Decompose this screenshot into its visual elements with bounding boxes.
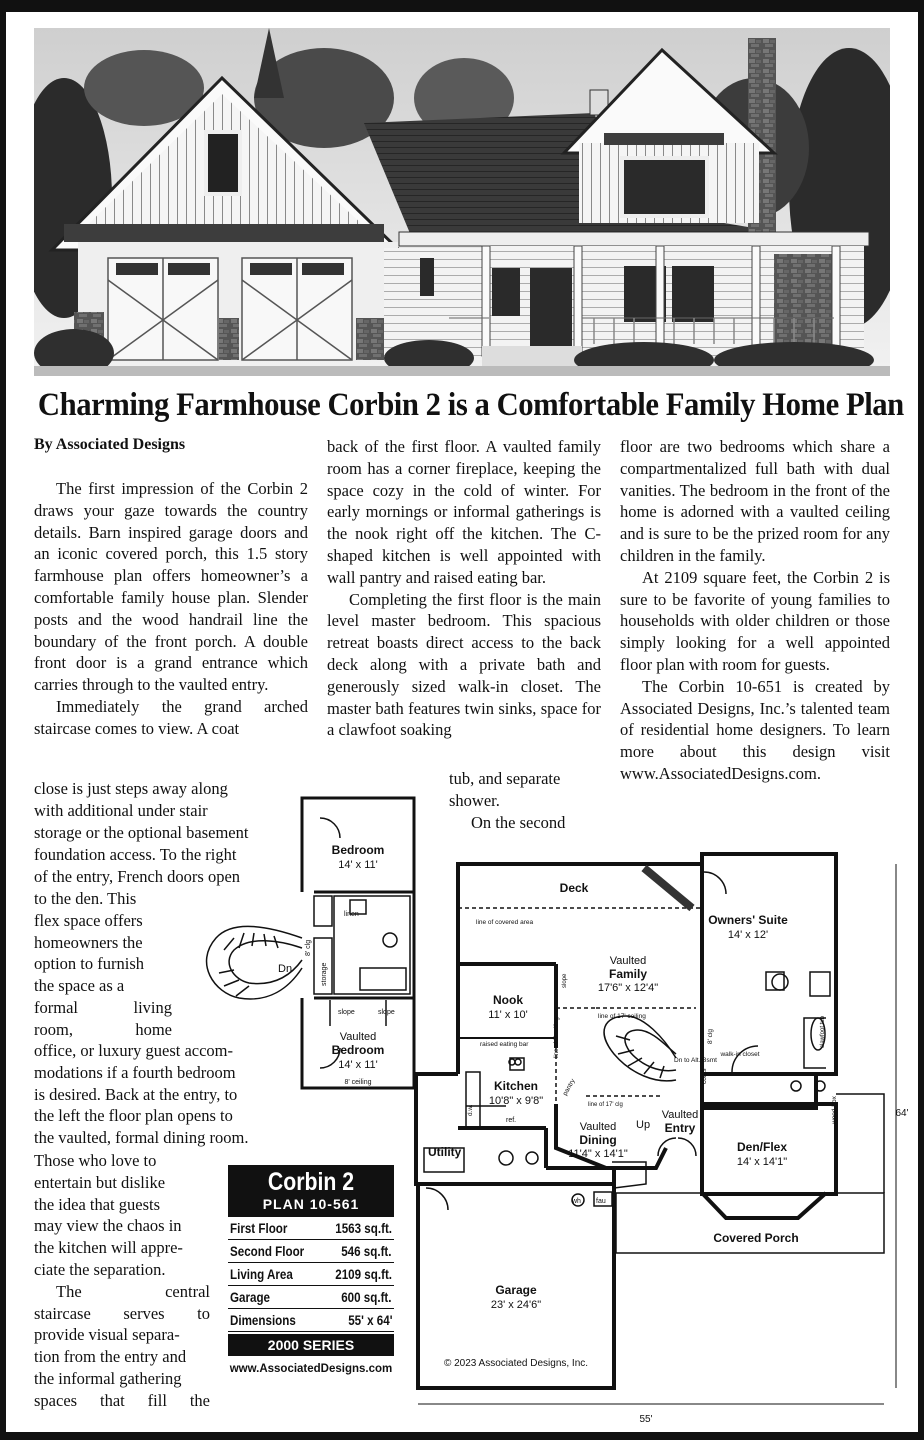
walk-in-closet-label: walk-in closet: [720, 1051, 760, 1058]
website-link[interactable]: www.AssociatedDesigns.com: [229, 1363, 393, 1375]
text-line: option to furnish: [34, 954, 144, 974]
article-column-2-wrap: [449, 768, 601, 833]
text-line: homeowners the: [34, 932, 143, 952]
main-floor-plan: [406, 848, 910, 1426]
spec-label: Garage: [230, 1290, 271, 1305]
covered-line-note: line of covered area: [476, 919, 534, 926]
linen-label: linen: [344, 911, 359, 918]
nook-label: Nook: [493, 993, 523, 1007]
text-line: of the entry, French doors open: [34, 866, 241, 886]
text-line: staircase serves to: [34, 1303, 210, 1323]
text-line: the space as a: [34, 976, 125, 996]
plan-number: PLAN 10-561: [262, 1196, 360, 1212]
deck-label: Deck: [559, 881, 589, 895]
dining-label: Dining: [579, 1133, 617, 1147]
raised-bar-note: raised eating bar: [480, 1041, 529, 1048]
text-line: the idea that guests: [34, 1194, 161, 1214]
basement-stair-note: Dn to Alt. Bsmt: [674, 1057, 717, 1064]
paragraph: Immediately the grand arched staircase comes to view. A coat: [34, 696, 308, 738]
copyright-notice: © 2023 Associated Designs, Inc.: [443, 1358, 589, 1369]
slope-label: slope: [562, 973, 568, 988]
garage-label: Garage: [495, 1283, 537, 1297]
spec-value: 2109 sq.ft.: [335, 1267, 392, 1282]
ceiling-line-note: line of 8' ceiling: [554, 1017, 560, 1058]
ceiling-note: 8' clg: [305, 939, 312, 956]
spec-label: Living Area: [230, 1267, 293, 1282]
vaulted-label: Vaulted: [661, 1109, 699, 1121]
text-line: provide visual separa-: [34, 1325, 180, 1345]
text-line: flex space offers: [34, 910, 143, 930]
text-line: Those who love to: [34, 1151, 157, 1170]
text-line: to the den. This: [34, 889, 137, 908]
plan-spec-box: [228, 1165, 394, 1375]
spec-value: 1563 sq.ft.: [335, 1221, 392, 1236]
spec-row: [228, 1263, 394, 1286]
slope-label: slope: [338, 1009, 355, 1016]
paragraph: back of the first floor. A vaulted family room has a corner fireplace, keeping the space cozy in the cold of winter. For early mornings or informal gatherings is the nook right off the kitchen. The C-shaped kitchen is well appointed with wall pantry and raised eating bar.: [327, 437, 601, 587]
spec-row: [228, 1286, 394, 1309]
article-column-3: [620, 436, 890, 785]
spec-row: [228, 1217, 394, 1240]
text-line: is desired. Back at the entry, to: [34, 1084, 238, 1104]
headline: Charming Farmhouse Corbin 2 is a Comfortable Family Home Plan: [37, 387, 904, 423]
spec-label: Second Floor: [230, 1244, 305, 1259]
dishwasher-label: d.w.: [467, 1104, 474, 1116]
article-column-1-narrow: [34, 888, 172, 1041]
text-line: On the second: [471, 812, 566, 832]
second-floor-plan: [194, 788, 424, 1108]
owners-suite-size: 14' x 12': [727, 929, 769, 941]
nook-size: 11' x 10': [488, 1009, 528, 1021]
spec-row: [228, 1309, 394, 1332]
spec-row: [228, 1240, 394, 1263]
paragraph: At 2109 square feet, the Corbin 2 is sure to be favorite of young families to households with older children or those simply looking for a well appointed floor plan with room for guests.: [620, 567, 890, 674]
slope-label: slope: [378, 1009, 395, 1016]
coats-label: coats: [701, 1068, 708, 1084]
text-line: may view the chaos in: [34, 1216, 182, 1236]
bedroom-label: Bedroom: [331, 843, 385, 857]
stair-up-label: Up: [636, 1119, 651, 1131]
article-column-1: [34, 478, 308, 740]
text-line: tub, and separate: [449, 769, 561, 788]
vaulted-label: Vaulted: [339, 1031, 377, 1043]
text-line: the left the floor plan opens to: [34, 1106, 233, 1126]
text-line: close is just steps away along: [34, 779, 228, 798]
clawfoot-tub-label: clawfoot tub: [820, 1015, 826, 1048]
spec-value: 600 sq.ft.: [341, 1290, 392, 1305]
spec-value: 55' x 64': [347, 1313, 392, 1328]
text-line: modations if a fourth bedroom: [34, 1062, 236, 1082]
ceiling-line-note: line of 17' clg: [588, 1102, 623, 1108]
paragraph: The Corbin 10-651 is created by Associated Designs, Inc.’s talented team of residential home designers. To learn more about this design visit www.AssociatedDesigns.com.: [620, 676, 890, 783]
text-line: spaces that fill the: [34, 1390, 210, 1410]
plan-name: Corbin 2: [267, 1168, 355, 1196]
pantry-label: pantry: [561, 1077, 577, 1097]
den-label: Den/Flex: [736, 1140, 788, 1154]
spec-label: Dimensions: [230, 1313, 296, 1328]
utility-label: Utility: [428, 1145, 462, 1159]
text-line: formal living: [34, 997, 172, 1017]
text-line: with additional under stair: [34, 800, 208, 820]
water-heater-label: wh: [572, 1198, 581, 1205]
family-label: Family: [608, 967, 648, 981]
stair-down-label: Dn: [278, 963, 293, 975]
text-line: storage or the optional basement: [34, 823, 249, 842]
text-line: foundation access. To the right: [34, 844, 237, 864]
ref-label: ref.: [506, 1117, 517, 1124]
storage-label: storage: [321, 962, 328, 986]
paragraph: The first impression of the Corbin 2 draws your gaze towards the country details. Barn inspired garage doors and an iconic covered porch, this 1.5 story farmhouse plan offers homeowner’s a comfortable family house plan. Slender posts and the wood handrail line the boundary of the front porch. A double front door is a grand entrance which carries through to the vaulted entry.: [34, 479, 308, 695]
kitchen-label: Kitchen: [493, 1079, 539, 1093]
text-line: room, home: [34, 1019, 172, 1039]
den-size: 14' x 14'1": [736, 1156, 788, 1168]
house-rendering: [34, 28, 890, 376]
spec-value: 546 sq.ft.: [341, 1244, 392, 1259]
garage-size: 23' x 24'6": [490, 1299, 542, 1311]
entry-label: Entry: [664, 1121, 696, 1135]
spec-label: First Floor: [230, 1221, 288, 1236]
paragraph: floor are two bedrooms which share a compartmentalized full bath with dual vanities. The bedroom in the front of the home is adorned with a vaulted ceiling and is sure to be the prized room for any children in the family.: [620, 437, 890, 565]
vaulted-label: Vaulted: [579, 1121, 617, 1133]
bedroom-label: Bedroom: [331, 1043, 385, 1057]
width-dimension: 55': [639, 1414, 653, 1425]
article-column-2: [327, 436, 601, 741]
dining-size: 11'4" x 14'1": [568, 1148, 628, 1160]
kitchen-size: 10'8" x 9'8": [488, 1095, 544, 1107]
ceiling-note: 8' clg: [707, 1029, 714, 1044]
text-line: the informal gathering: [34, 1368, 182, 1388]
text-line: the vaulted, formal dining room.: [34, 1128, 249, 1148]
newspaper-page: [6, 12, 918, 1432]
text-line: The central: [56, 1281, 210, 1301]
furnace-label: fau: [596, 1198, 606, 1205]
wood-box-label: wood box: [831, 1096, 838, 1124]
paragraph: Completing the first floor is the main level master bedroom. This spacious retreat boasts direct access to the back deck along with a private bath and generously sized walk-in closet. The master bath features twin sinks, space for a clawfoot soaking: [327, 589, 601, 740]
bedroom-size: 14' x 11': [338, 1059, 378, 1071]
ceiling-line-note: line of 17' ceiling: [598, 1013, 646, 1020]
covered-porch-label: Covered Porch: [713, 1231, 799, 1245]
spec-header: [228, 1165, 394, 1217]
text-line: the kitchen will appre-: [34, 1238, 183, 1258]
vaulted-label: Vaulted: [609, 955, 647, 967]
text-line: ciate the separation.: [34, 1259, 166, 1279]
family-size: 17'6" x 12'4": [597, 982, 659, 994]
owners-suite-label: Owners' Suite: [708, 913, 788, 927]
article-column-1-bottom: [34, 1150, 210, 1412]
text-line: office, or luxury guest accom-: [34, 1041, 233, 1060]
series-badge: 2000 SERIES: [228, 1334, 394, 1356]
text-line: shower.: [449, 790, 500, 810]
text-line: tion from the entry and: [34, 1347, 187, 1367]
bedroom-size: 14' x 11': [338, 859, 378, 871]
text-line: entertain but dislike: [34, 1172, 166, 1192]
ceiling-note: 8' ceiling: [344, 1079, 372, 1086]
depth-dimension: 64': [895, 1108, 909, 1119]
byline: By Associated Designs: [34, 436, 186, 453]
